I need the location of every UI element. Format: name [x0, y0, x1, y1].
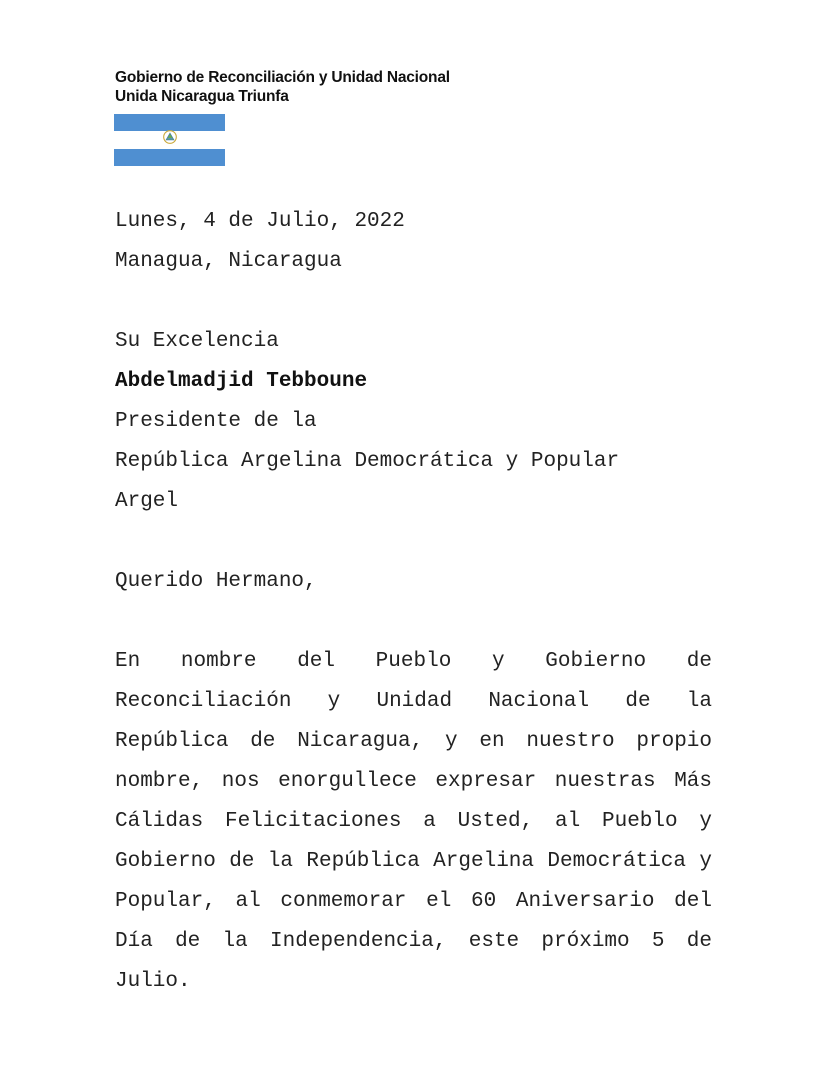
letter-place: Managua, Nicaragua	[115, 250, 342, 273]
letter-greeting: Querido Hermano,	[115, 570, 317, 593]
letterhead-slogan: Unida Nicaragua Triunfa	[115, 88, 289, 105]
letterhead-government-name: Gobierno de Reconciliación y Unidad Nacional	[115, 69, 450, 86]
letter-body	[115, 202, 712, 1002]
letter-paragraph: En nombre del Pueblo y Gobierno de Reconciliación y Unidad Nacional de la República de Nicaragua, y en nuestro propio nombre, nos enorgullece expresar nuestras Más Cálidas Felicitaciones a Usted, al Pueblo y Gobierno de la República Argelina Democrática y Popular, al conmemorar el 60 Aniversario del Día de la Independencia, este próximo 5 de Julio.	[115, 650, 712, 993]
letter-date: Lunes, 4 de Julio, 2022	[115, 210, 405, 233]
recipient-title: Su Excelencia	[115, 330, 279, 353]
recipient-country: República Argelina Democrática y Popular	[115, 450, 620, 473]
recipient-role: Presidente de la	[115, 410, 317, 433]
coat-of-arms-icon	[163, 130, 177, 144]
letterhead	[115, 68, 450, 106]
nicaragua-flag-icon	[114, 114, 225, 166]
flag-top-band	[114, 114, 225, 131]
flag-bottom-band	[114, 149, 225, 166]
recipient-city: Argel	[115, 490, 179, 513]
recipient-name: Abdelmadjid Tebboune	[115, 370, 368, 393]
